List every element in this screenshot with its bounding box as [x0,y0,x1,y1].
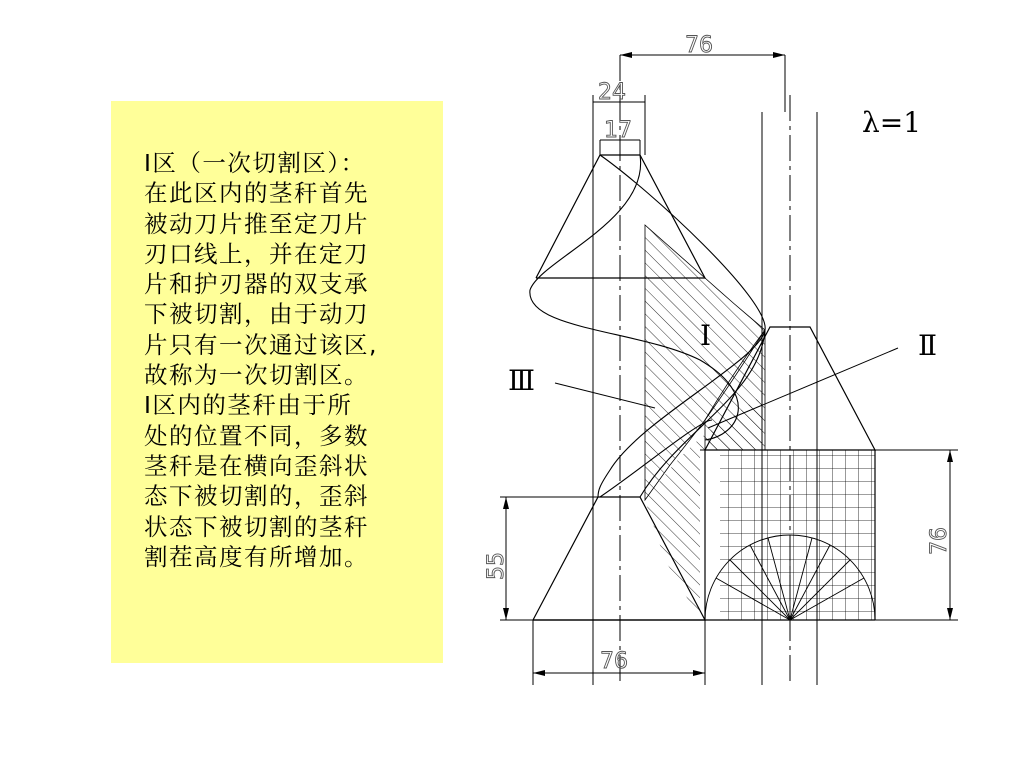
lambda-label: λ=1 [862,106,922,139]
note-line: 刃口线上，并在定刀 [144,239,369,268]
zone-2-label: Ⅱ [918,329,938,362]
note-line: 处的位置不同，多数 [144,421,369,450]
note-line: 状态下被切割的茎秆 [144,512,369,541]
note-line: 在此区内的茎秆首先 [144,179,369,208]
dim-upper-width: 24 [598,80,626,105]
note-line: Ⅰ区内的茎秆由于所 [144,391,353,420]
note-line: 茎秆是在横向歪斜状 [144,451,369,480]
dim-inner-width: 17 [604,118,632,143]
note-line: 态下被切割的，歪斜 [144,482,369,511]
note-line: 下被切割，由于动刀 [144,300,369,329]
note-line: 故称为一次切割区。 [144,361,369,390]
zone-1-label: Ⅰ [700,319,712,352]
dim-left-height: 55 [484,552,509,580]
zone-3-label: Ⅲ [508,364,536,397]
note-line: Ⅰ区（一次切割区）： [144,149,366,177]
note-line: 片和护刃器的双支承 [144,270,369,299]
note-line: 被动刀片推至定刀片 [144,209,369,238]
dim-bottom-width: 76 [600,649,628,674]
dim-right-height: 76 [927,527,952,555]
note-line: 片只有一次通过该区, [144,330,378,359]
note-line: 割茬高度有所增加。 [144,542,369,571]
dim-top-width: 76 [685,33,713,58]
